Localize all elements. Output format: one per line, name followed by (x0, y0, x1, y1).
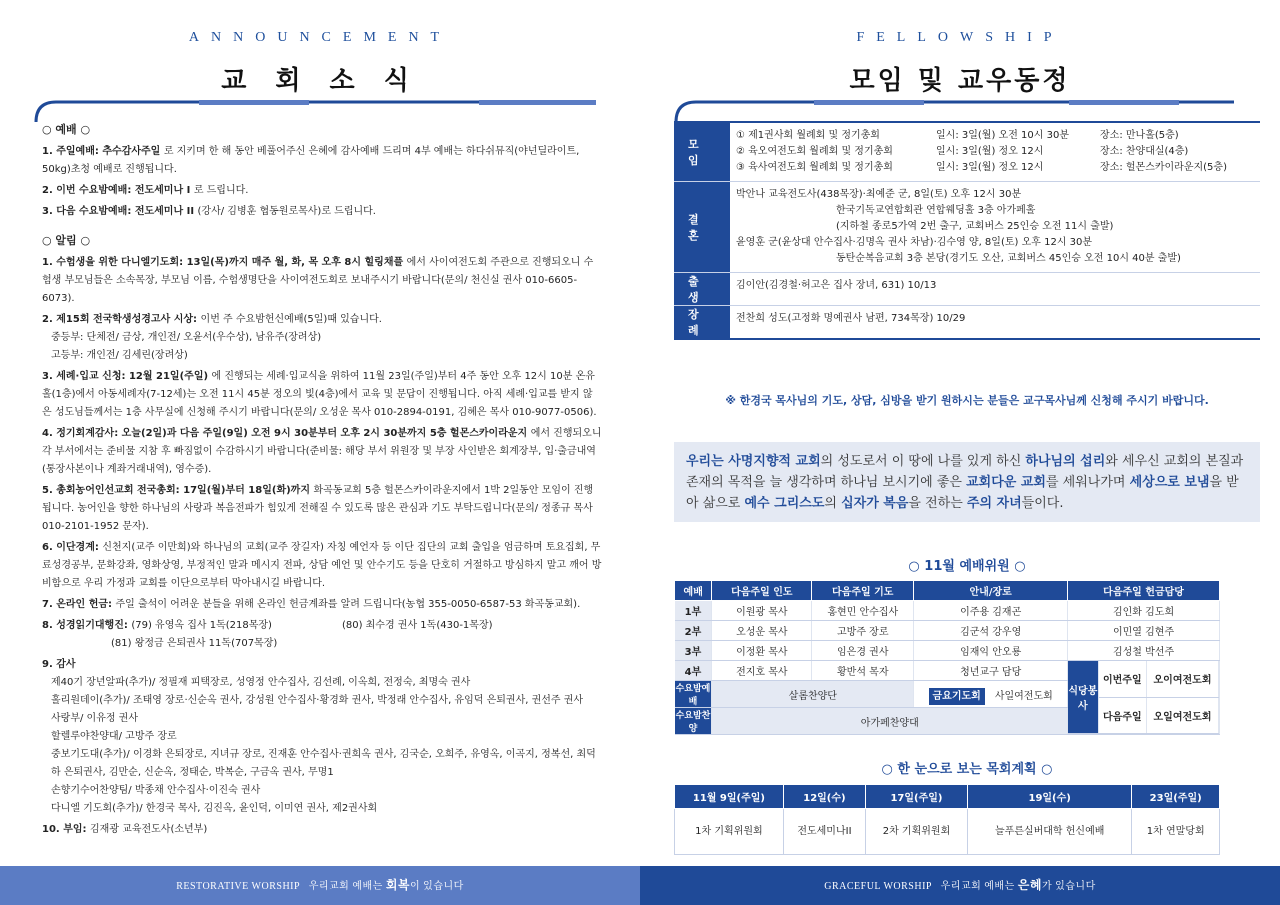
item-title: 3. 세례·입교 신청: 12월 21일(주일) (42, 371, 212, 382)
item-text: 에서 진행되오니 각 부서에서는 준비물 지참 후 빠짐없이 수감하시기 바랍니다(준비물: 해당 부서 위원장 및 부장 사인받은 회계장부, 입·출금내역(통장사본이나 계좌거래내역), 영수증). (42, 428, 602, 475)
announcement-body (42, 121, 602, 842)
item-sub: 제40기 장년알파(추가)/ 정필재 피택장로, 성영정 안수집사, 김선례, 이옥희, 전정숙, 최명숙 권사 (51, 677, 471, 688)
fellowship-content (730, 273, 1260, 305)
table-header: 다음주일 기도 (812, 581, 914, 601)
item-text: 로 드립니다. (193, 185, 249, 196)
meeting-line (736, 160, 1254, 176)
table-cell: 이정환 목사 (712, 641, 812, 661)
vision-text: 을 받아 삶으로 (686, 475, 1239, 511)
pastor-notice: ※ 한경국 목사님의 기도, 상담, 심방을 받기 원하시는 분들은 교구목사님께 신청해 주시기 바랍니다. (725, 394, 1209, 407)
item-title: 2. 제15회 전국학생성경고사 시상: (42, 314, 201, 325)
plan-event: 전도세미나II (783, 809, 865, 855)
fellowship-content (730, 306, 1260, 338)
meeting-cell: 장소: 만나홀(5층) (1100, 130, 1179, 141)
table-header: 안내/장로 (914, 581, 1068, 601)
table-row (675, 601, 1220, 621)
list-item (42, 425, 602, 479)
fellowship-label: 결혼 (674, 182, 730, 272)
fellowship-row (674, 306, 1260, 338)
fri-value: 사일여전도회 (994, 690, 1053, 702)
list-item (42, 482, 602, 536)
item-text: 주일 출석이 어려운 분들을 위해 온라인 헌금계좌를 알려 드립니다(농협 355-0050-6587-53 화곡동교회). (115, 599, 581, 610)
table-cell: 이주용 김재곤 (914, 601, 1068, 621)
vision-text: 예수 그리스도 (744, 496, 825, 511)
page-title: 교 회 소 식 (221, 66, 419, 96)
fellowship-label: 장례 (674, 306, 730, 338)
item-sub: 중등부: 단체전/ 금상, 개인전/ 오윤서(우수상), 남유주(장려상) (51, 332, 322, 343)
table-cell: 이원광 목사 (712, 601, 812, 621)
table-header: 다음주일 헌금담당 (1068, 581, 1220, 601)
vision-text: 들이다. (1021, 496, 1064, 511)
section-eng-title: ANNOUNCEMENT (188, 30, 452, 45)
table-row (675, 661, 1220, 681)
footer-keyword: 은혜 (1017, 878, 1042, 892)
item-title: 10. 부임: (42, 824, 90, 835)
content-line: (지하철 종로5가역 2번 출구, 교회버스 25인승 오전 11시 출발) (736, 221, 1114, 232)
vision-text: 를 세워나가며 (1045, 475, 1130, 490)
list-item (42, 656, 602, 818)
item-text: 에 진행되는 세례·입교식을 위하여 11월 23일(주일)부터 4주 동안 오후 12시 10분 온유홀(1층)에서 아동세례자(7-12세)는 오전 11시 45분 정오의 빛(4층)에서 교육 및 문답이 진행됩니다. 아직 세례·입교를 받지 않은 성도님들께서는 1층 사무실에 신청해 주시기 바랍니다(문의/ 오성운 목사 010-2894-0191, 김혜은 목사 010-9077-0506). (42, 371, 597, 418)
item-title: 7. 온라인 헌금: (42, 599, 116, 610)
footer-kor-end: 가 있습니다 (1041, 881, 1096, 892)
item-title: 6. 이단경계: (42, 542, 103, 553)
footer-eng: GRACEFUL WORSHIP (824, 881, 932, 892)
notice-list (42, 254, 602, 839)
meeting-cell: ③ 육사여전도회 월례회 및 정기총회 (736, 162, 893, 173)
plan-title: ○ 한 눈으로 보는 목회계획 ○ (881, 762, 1053, 777)
meal-week: 다음주일 (1098, 697, 1146, 733)
table-cell: 임재익 안오룡 (914, 641, 1068, 661)
fellowship-table (674, 121, 1260, 340)
list-item (42, 182, 602, 200)
fellowship-page (640, 0, 1280, 905)
table-cell: 3부 (675, 641, 712, 661)
item-title: 4. 정기회계감사: 오늘(2일)과 다음 주일(9일) 오전 9시 30분부터 오후 2시 30분까지 5층 헐몬스카이라운지 (42, 428, 531, 439)
plan-date: 19일(수) (967, 785, 1131, 809)
section-eng-title: FELLOWSHIP (856, 30, 1064, 45)
meeting-cell: 일시: 3일(월) 오전 10시 30분 (936, 130, 1069, 141)
meeting-cell: 일시: 3일(월) 정오 12시 (936, 146, 1044, 157)
item-text: 에서 사이여전도회 주관으로 진행되오니 수험생 부모님들은 소속목장, 부모님 이름, 수험생명단을 사이여전도회로 보내주시기 바랍니다(문의/ 천신실 권사 010-6605-6073). (42, 257, 594, 304)
fellowship-label: 출생 (674, 273, 730, 305)
plan-date: 17일(주일) (866, 785, 968, 809)
meeting-cell: 장소: 헐몬스카이라운지(5층) (1100, 162, 1227, 173)
content-line: 김이안(김경철·허고은 집사 장녀, 631) 10/13 (736, 280, 937, 291)
table-cell: 고방주 장로 (812, 621, 914, 641)
table-cell: 홍현민 안수집사 (812, 601, 914, 621)
content-line: 동탄순복음교회 3층 본당(경기도 오산, 교회버스 45인승 오전 10시 40분 출발) (736, 253, 1181, 264)
content-line: 박안나 교육전도사(438목장)·최예준 군, 8일(토) 오후 12시 30분 (736, 189, 1022, 200)
table-cell: 황반석 목자 (812, 661, 914, 681)
meal-service-cell (1068, 661, 1220, 735)
list-item (42, 596, 602, 614)
vision-text: 하나님의 섭리 (1025, 454, 1106, 469)
item-sub: 고등부: 개인전/ 김세린(장려상) (51, 350, 188, 361)
plan-event: 1차 기획위원회 (675, 809, 784, 855)
item-title: 1. 주일예배: 추수감사주일 (42, 146, 164, 157)
plan-date: 12일(수) (783, 785, 865, 809)
item-title: 8. 성경읽기대행진: (42, 620, 132, 631)
content-line: 한국기독교연합회관 연합웨딩홀 3층 아가페홀 (736, 205, 1036, 216)
fellowship-content (730, 182, 1260, 272)
plan-event: 늘푸른실버대학 헌신예배 (967, 809, 1131, 855)
item-title: 2. 이번 수요밤예배: 전도세미나 I (42, 185, 194, 196)
fellowship-row (674, 182, 1260, 273)
meeting-cell: ① 제1권사회 월례회 및 정기총회 (736, 130, 880, 141)
item-text: 김재광 교육전도사(소년부) (90, 824, 208, 835)
table-cell: 아가페찬양대 (712, 708, 1068, 735)
item-text: (79) 유영옥 집사 1독(218목장) (80) 최수경 권사 1독(430-1목장) (131, 620, 493, 631)
list-item (42, 539, 602, 593)
item-text: 신천지(교주 이만희)와 하나님의 교회(교주 장길자) 자칭 예언자 등 이단 집단의 교회 출입을 엄금하며 토요집회, 무료성경공부, 문화강좌, 영화상영, 부정적인 말과 메시지 전파, 상담 예언 및 안수기도 등을 단호히 거절하고 방심하지 말고 깨어 방비함으로 우리 가정과 교회를 이단으로부터 막아내시길 바랍니다. (42, 542, 602, 589)
list-item (42, 143, 602, 179)
table-cell: 전지호 목사 (712, 661, 812, 681)
meeting-line (736, 144, 1254, 160)
table-cell: 청년교구 담당 (914, 661, 1068, 681)
footer-eng: RESTORATIVE WORSHIP (176, 881, 300, 892)
header-divider (674, 100, 1236, 122)
list-item (42, 254, 602, 308)
table-cell: 살롬찬양단 (712, 681, 914, 708)
list-item (42, 311, 602, 365)
table-cell: 2부 (675, 621, 712, 641)
meal-group: 오일여전도회 (1147, 697, 1219, 733)
item-title: 5. 총회농어인선교회 전국총회: 17일(월)부터 18일(화)까지 (42, 485, 314, 496)
plan-date: 23일(주일) (1132, 785, 1220, 809)
content-line: 윤영훈 군(윤상대 안수집사·김명옥 권사 차남)·김수영 양, 8일(토) 오후 12시 30분 (736, 237, 1093, 248)
vision-text: 주의 자녀 (966, 496, 1022, 511)
table-cell: 김인화 김도희 (1068, 601, 1220, 621)
table-cell: 수요밤찬양 (675, 708, 712, 735)
worship-list (42, 143, 602, 221)
footer-kor: 우리교회 예배는 (940, 881, 1018, 892)
item-sub: 손향기수어찬양팀/ 박종채 안수집사·이진숙 권사 (51, 785, 261, 796)
fellowship-label: 모임 (674, 123, 730, 181)
page-title: 모임 및 교우동정 (849, 66, 1071, 96)
table-cell: 수요밤예배 (675, 681, 712, 708)
content-line: 전찬희 성도(고정화 명예권사 남편, 734목장) 10/29 (736, 313, 966, 324)
fellowship-row (674, 123, 1260, 182)
vision-text: 세상으로 보냄 (1129, 475, 1210, 490)
worship-committee-table (674, 580, 1220, 735)
table-cell: 김성철 박선주 (1068, 641, 1220, 661)
vision-text: 의 (824, 496, 842, 511)
header-divider (34, 100, 596, 122)
footer-kor: 우리교회 예배는 (308, 881, 386, 892)
worship-heading: ○ 예배 ○ (42, 123, 91, 136)
vision-text: 을 전하는 (908, 496, 967, 511)
vision-text: 의 성도로서 이 땅에 나를 있게 하신 (820, 454, 1026, 469)
footer-keyword: 회복 (385, 878, 410, 892)
item-text: (강사/ 김병훈 협동원로목사)로 드립니다. (197, 206, 376, 217)
meal-group: 오이여전도회 (1147, 661, 1219, 697)
item-title: 9. 감사 (42, 659, 76, 670)
worship-committee-title: ○ 11월 예배위원 ○ (908, 559, 1026, 574)
table-cell: 임은경 권사 (812, 641, 914, 661)
fellowship-row (674, 273, 1260, 306)
item-sub: 홀리원데이(추가)/ 조태영 장로·신순옥 권사, 강성원 안수집사·황경화 권사, 박정래 안수집사, 유임덕 은퇴권사, 권선주 권사 (51, 695, 584, 706)
meeting-cell: 장소: 찬양대실(4층) (1100, 146, 1189, 157)
item-title: 3. 다음 수요밤예배: 전도세미나 II (42, 206, 198, 217)
vision-text: 교회다운 교회 (966, 475, 1046, 490)
table-cell: 1부 (675, 601, 712, 621)
item-sub: 사랑부/ 이유정 권사 (51, 713, 139, 724)
table-row (675, 621, 1220, 641)
list-item (42, 203, 602, 221)
meeting-cell: ② 육오여전도회 월례회 및 정기총회 (736, 146, 893, 157)
plan-date: 11월 9일(주일) (675, 785, 784, 809)
footer-kor-end: 이 있습니다 (410, 881, 464, 892)
meal-label: 식당봉사 (1068, 661, 1098, 734)
table-cell: 4부 (675, 661, 712, 681)
item-sub: 중보기도대(추가)/ 이경화 은퇴장로, 지녀규 장로, 진재훈 안수집사·권희옥 권사, 김국순, 오희주, 유영옥, 이곡지, 정복선, 최덕하 은퇴권사, 김만순, 신순옥, 정태순, 박복순, 구금옥 권사, 무명1 (51, 749, 596, 778)
meal-week: 이번주일 (1098, 661, 1146, 697)
table-row (675, 641, 1220, 661)
table-cell: 김군석 강우영 (914, 621, 1068, 641)
item-text: 로 지키며 한 해 동안 베풀어주신 은혜에 감사예배 드리며 4부 예배는 하다쉬뮤직(야넌딜라이트, 50kg)초청 예배로 진행됩니다. (42, 146, 580, 175)
meeting-cell: 일시: 3일(월) 정오 12시 (936, 162, 1044, 173)
vision-text: 십자가 복음 (841, 496, 909, 511)
plan-event: 1차 연말당회 (1132, 809, 1220, 855)
table-cell: 이민열 김현주 (1068, 621, 1220, 641)
pastoral-plan-table (674, 784, 1220, 855)
list-item (42, 368, 602, 422)
table-header: 예배 (675, 581, 712, 601)
vision-text: 우리는 사명지향적 교회 (686, 454, 821, 469)
meeting-line (736, 128, 1254, 144)
vision-statement (674, 442, 1260, 522)
vision-text: 와 세우신 교회의 본질과 존재의 목적을 늘 생각하며 하나님 보시기에 좋은 (686, 454, 1244, 490)
item-title: 1. 수험생을 위한 다니엘기도회: 13일(목)까지 매주 월, 화, 목 오후 8시 힐링채플 (42, 257, 407, 268)
table-cell: 오성운 목사 (712, 621, 812, 641)
list-item (42, 617, 602, 653)
item-sub: (81) 왕정금 은퇴권사 11독(707목장) (51, 638, 278, 649)
footer-left (0, 866, 640, 905)
fri-label: 금요기도회 (929, 688, 985, 705)
item-sub: 다니엘 기도회(추가)/ 한경국 목사, 김진옥, 윤인덕, 이미연 권사, 제2권사회 (51, 803, 378, 814)
notice-heading: ○ 알림 ○ (42, 234, 91, 247)
plan-event: 2차 기획위원회 (866, 809, 968, 855)
fellowship-content (730, 123, 1260, 181)
table-cell (914, 681, 1068, 708)
item-text: 화곡동교회 5층 헐몬스카이라운지에서 1박 2일동안 모임이 진행 됩니다. 농어인을 향한 하나님의 사랑과 복음전파가 힘있게 전해질 수 있도록 많은 관심과 기도 부탁드립니다(문의/ 정종규 목사 010-2101-1952 문자). (42, 485, 594, 532)
table-header: 다음주일 인도 (712, 581, 812, 601)
item-text: 이번 주 수요밤헌신예배(5일)때 있습니다. (200, 314, 382, 325)
footer-right (640, 866, 1280, 905)
meal-inner (1068, 661, 1219, 734)
list-item (42, 821, 602, 839)
item-sub: 할렐루야찬양대/ 고방주 장로 (51, 731, 177, 742)
